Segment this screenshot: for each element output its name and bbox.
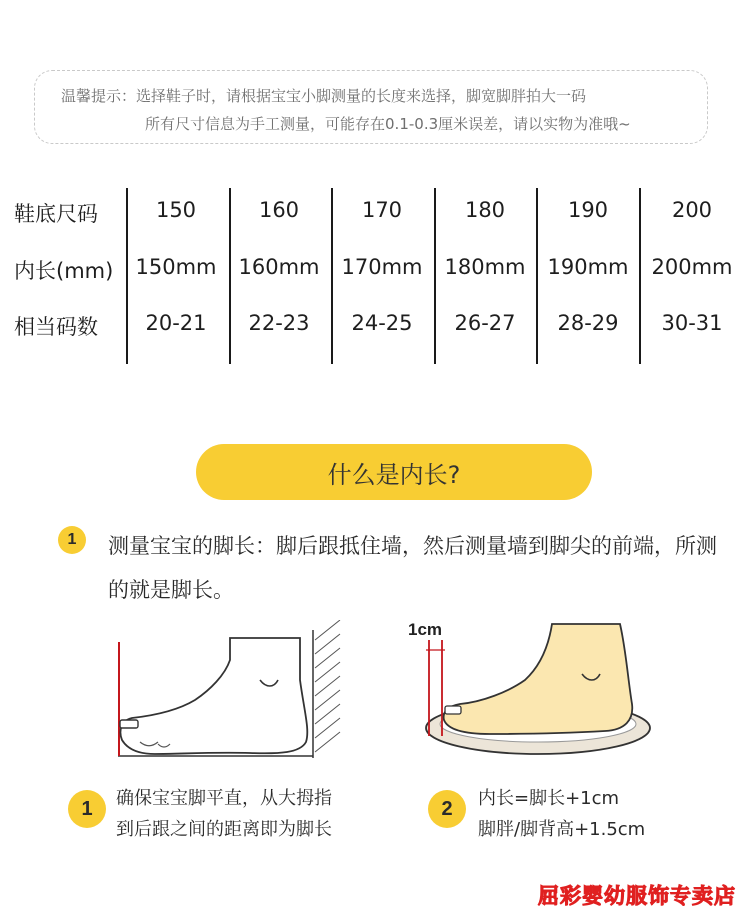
gap-label: 1cm <box>408 620 443 639</box>
tip-line-2: 所有尺寸信息为手工测量，可能存在0.1-0.3厘米误差，请以实物为准哦~ <box>145 115 631 133</box>
row-label-equivalent-size: 相当码数 <box>14 315 98 339</box>
table-cell: 160mm <box>238 255 320 279</box>
row-label-sole-size: 鞋底尺码 <box>14 202 98 226</box>
table-cell: 200mm <box>651 255 733 279</box>
step1-text: 测量宝宝的脚长：脚后跟抵住墙，然后测量墙到脚尖的前端，所测的就是脚长。 <box>108 534 717 602</box>
table-cell: 30-31 <box>661 311 723 335</box>
caption1-line1: 确保宝宝脚平直，从大拇指 <box>116 788 332 809</box>
caption1-number-badge <box>68 790 106 828</box>
caption2-number-badge <box>428 790 466 828</box>
row-label-inner-length: 内长(mm) <box>14 259 114 283</box>
table-cell: 24-25 <box>351 311 413 335</box>
table-cell: 190mm <box>547 255 629 279</box>
table-cell: 180 <box>464 198 506 222</box>
tip-box <box>34 70 708 144</box>
foot-on-insole-illustration <box>420 620 660 760</box>
table-cell: 150mm <box>135 255 217 279</box>
table-cell: 28-29 <box>557 311 619 335</box>
table-cell: 190 <box>567 198 609 222</box>
table-cell: 170mm <box>341 255 423 279</box>
step-number: 1 <box>67 531 77 548</box>
section-title-text: 什么是内长? <box>327 460 461 489</box>
store-watermark: 屈彩婴幼服饰专卖店 <box>538 884 736 908</box>
table-cell: 20-21 <box>145 311 207 335</box>
table-cell: 150 <box>155 198 197 222</box>
size-table <box>0 188 750 364</box>
foot-against-wall-illustration <box>100 620 350 760</box>
table-cell: 200 <box>671 198 713 222</box>
caption1-line2: 到后跟之间的距离即为脚长 <box>116 819 332 840</box>
wall-icon <box>313 620 340 758</box>
caption2-line2: 脚胖/脚背高+1.5cm <box>478 819 646 840</box>
table-cell: 180mm <box>444 255 526 279</box>
table-cell: 160 <box>258 198 300 222</box>
tip-line-1: 温馨提示：选择鞋子时，请根据宝宝小脚测量的长度来选择，脚宽脚胖拍大一码 <box>61 87 587 105</box>
caption2-number: 2 <box>441 797 453 820</box>
table-cell: 170 <box>361 198 403 222</box>
table-cell: 26-27 <box>454 311 516 335</box>
step-number-badge <box>58 526 86 554</box>
caption2-line1: 内长=脚长+1cm <box>478 788 620 809</box>
caption1-number: 1 <box>81 797 93 820</box>
foot-icon <box>444 624 633 734</box>
table-cell: 22-23 <box>248 311 310 335</box>
section-title <box>196 444 592 500</box>
